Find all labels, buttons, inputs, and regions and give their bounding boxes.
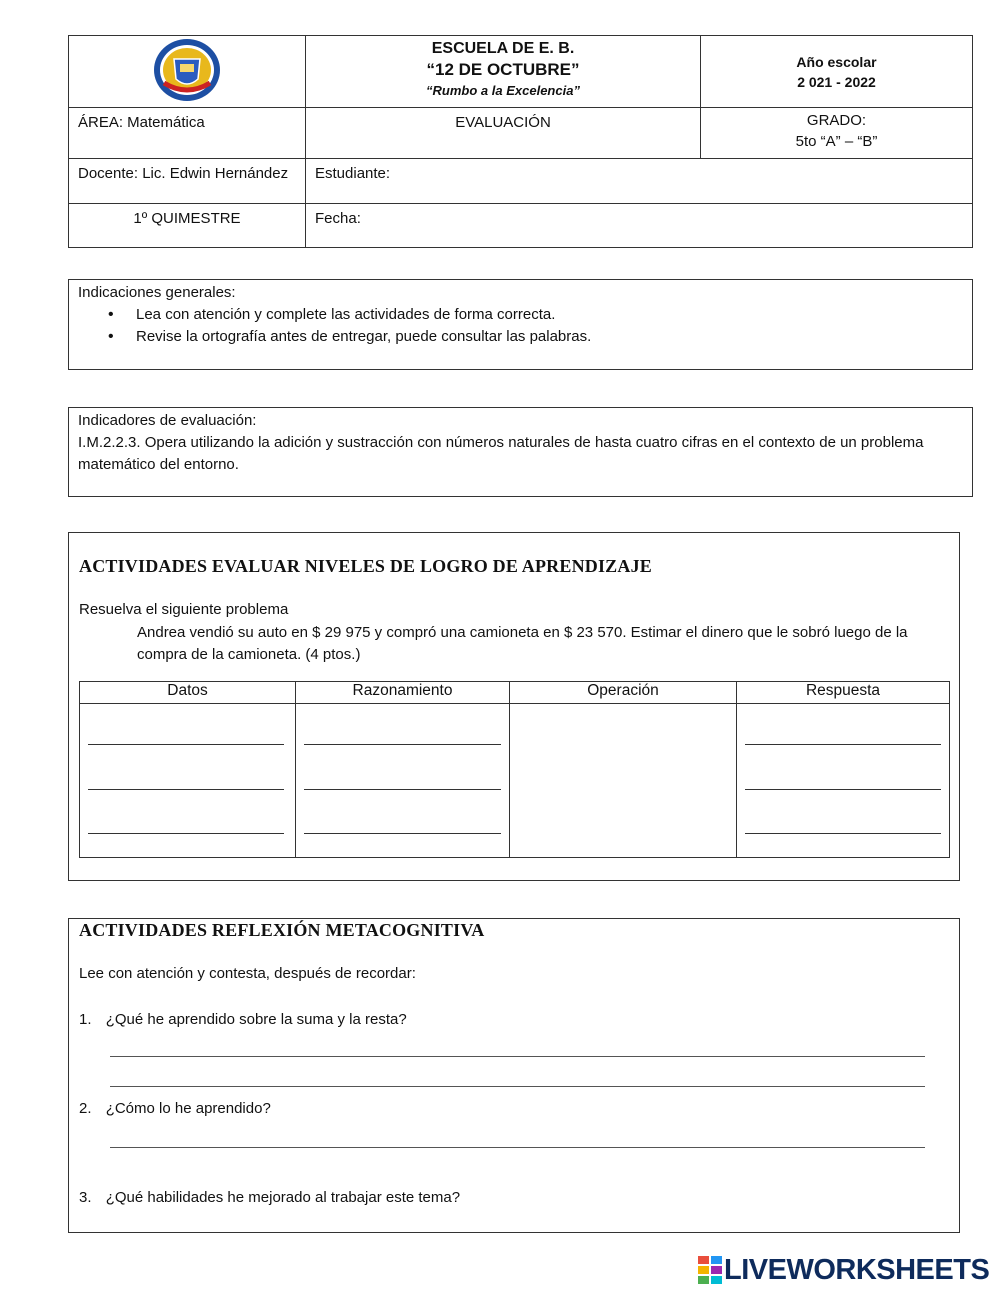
grade-cell [701,108,973,159]
list-item: • Lea con atención y complete las actividades de forma correcta. [136,304,963,326]
school-emblem-icon [152,37,222,103]
teacher-label: Docente: Lic. Edwin Hernández [78,165,289,182]
razonamiento-blank-3[interactable] [304,833,501,834]
teacher-cell [69,159,306,204]
answer-line-1a[interactable] [110,1056,925,1057]
activity-1-title: ACTIVIDADES EVALUAR NIVELES DE LOGRO DE APRENDIZAJE [79,556,652,576]
liveworksheets-icon [698,1256,722,1284]
question-2 [79,1100,271,1117]
liveworksheets-logo [698,1254,989,1286]
indicators-box [68,407,973,497]
razonamiento-blank-1[interactable] [304,744,501,745]
question-number: 3. [79,1189,92,1206]
student-label: Estudiante: [315,165,391,182]
question-number: 1. [79,1011,92,1028]
year-value: 2 021 - 2022 [797,73,876,90]
liveworksheets-brand: LIVEWORKSHEETS [724,1253,990,1286]
activity-1-instruction: Resuelva el siguiente problema [79,601,289,618]
activity-2-instruction: Lee con atención y contesta, después de recordar: [79,965,416,982]
question-1 [79,1011,407,1028]
school-motto: “Rumbo a la Excelencia” [426,83,580,98]
list-item: • Revise la ortografía antes de entregar, puede consultar las palabras. [136,326,963,348]
date-label: Fecha: [315,210,361,227]
respuesta-blank-2[interactable] [745,789,941,790]
indicators-title: Indicadores de evaluación: [78,412,257,429]
grade-value: 5to “A” – “B” [795,133,878,150]
column-header-respuesta: Respuesta [737,682,950,704]
activity-1-problem: Andrea vendió su auto en $ 29 975 y compró una camioneta en $ 23 570. Estimar el dinero que le sobró luego de la compra de la camioneta. (4 ptos.) [137,624,908,663]
area-cell [69,108,306,159]
school-logo-cell [69,36,306,108]
respuesta-blank-1[interactable] [745,744,941,745]
question-number: 2. [79,1100,92,1117]
answer-line-1b[interactable] [110,1086,925,1087]
year-label: Año escolar [796,53,877,70]
school-title-cell [306,36,701,108]
term-label: 1º QUIMESTRE [133,210,241,227]
area-label: ÁREA: Matemática [78,114,205,131]
general-indications-title: Indicaciones generales: [78,284,236,301]
answer-table [79,681,950,858]
general-indications-box [68,279,973,370]
evaluation-label: EVALUACIÓN [455,114,551,131]
school-year-cell [701,36,973,108]
indicators-text: I.M.2.2.3. Opera utilizando la adición y sustracción con números naturales de hasta cuatro cifras en el contexto de un problema matemático del entorno. [78,434,924,473]
datos-blank-3[interactable] [88,833,284,834]
general-indications-list [78,304,963,348]
question-text: ¿Qué he aprendido sobre la suma y la resta? [105,1011,407,1028]
question-3 [79,1189,460,1206]
operacion-cell[interactable] [510,704,737,858]
school-name: ESCUELA DE E. B. [431,40,575,57]
column-header-razonamiento: Razonamiento [296,682,510,704]
datos-blank-1[interactable] [88,744,284,745]
header-table [68,35,973,248]
date-cell[interactable] [306,204,973,248]
column-header-operacion: Operación [510,682,737,704]
activity-2-title: ACTIVIDADES REFLEXIÓN METACOGNITIVA [79,920,485,940]
column-header-datos: Datos [80,682,296,704]
question-text: ¿Qué habilidades he mejorado al trabajar este tema? [105,1189,461,1206]
evaluation-cell [306,108,701,159]
answer-line-2[interactable] [110,1147,925,1148]
grade-label: GRADO: [806,112,867,129]
question-text: ¿Cómo lo he aprendido? [105,1100,271,1117]
school-quote: “12 DE OCTUBRE” [426,60,580,79]
datos-blank-2[interactable] [88,789,284,790]
term-cell [69,204,306,248]
razonamiento-cell[interactable] [296,704,510,858]
student-cell[interactable] [306,159,973,204]
respuesta-blank-3[interactable] [745,833,941,834]
razonamiento-blank-2[interactable] [304,789,501,790]
respuesta-cell[interactable] [737,704,950,858]
datos-cell[interactable] [80,704,296,858]
